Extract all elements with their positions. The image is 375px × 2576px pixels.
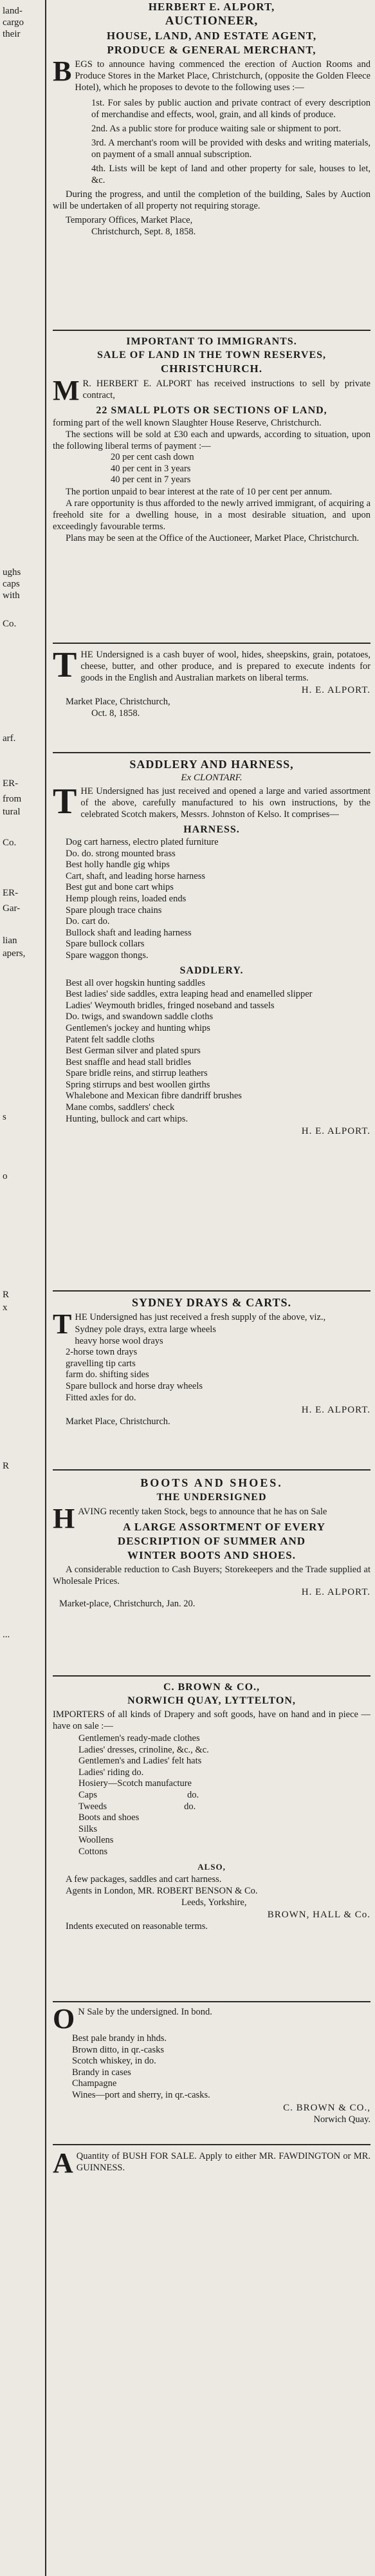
harness-item: Spare plough trace chains [66,905,162,916]
ad-subtitle: Ex CLONTARF. [181,773,242,783]
ad-place: Market Place, Christchurch. [66,1416,170,1427]
term-item: 40 per cent in 3 years [111,463,191,474]
drop-cap: T [53,782,77,822]
ad-title: SADDLERY AND HARNESS, [129,758,294,771]
saddlery-item: Best ladies' side saddles, extra leaping head and enamelled slipper [66,989,313,1000]
column-rule [53,2144,370,2145]
harness-item: Do. do. strong mounted brass [66,848,176,859]
ad-wool-buyer [53,645,370,719]
ad-plans: Plans may be seen at the Office of the Auctioneer, Market Place, Christchurch. [66,532,360,543]
goods-item: Ladies' riding do. [78,1767,144,1778]
harness-item: Bullock shaft and leading harness [66,927,192,938]
column-rule [53,1290,370,1292]
ad-bush [53,2147,370,2179]
bond-item: Brown ditto, in qr.-casks [72,2044,164,2055]
use-4: 4th. Lists will be kept of land and other property for sale, houses to let, &c. [91,164,370,185]
ad-body: A Quantity of BUSH FOR SALE. Apply to either MR. FAWDINGTON or MR. GUINNESS. [53,2147,370,2179]
saddlery-item: Best German silver and plated spurs [66,1046,201,1057]
term-item: 20 per cent cash down [111,452,194,462]
bond-item: Champagne [72,2078,117,2089]
margin-fragment: R [3,1461,10,1471]
ad-intro: T HE Undersigned has just received a fresh supply of the above, viz., [53,1308,326,1340]
ad-title: IMPORTANT TO IMMIGRANTS. [126,336,297,347]
goods-item: Cottons [78,1846,108,1857]
ad-bond [53,2003,370,2125]
ad-interest: The portion unpaid to bear interest at the rate of 10 per cent per annum. [66,486,333,497]
ad-title: SYDNEY DRAYS & CARTS. [131,1296,292,1309]
bond-item: Brandy in cases [72,2067,131,2078]
ad-boots [53,1476,370,1610]
goods-item: Silks [78,1823,98,1834]
ad-title: C. BROWN & CO., [163,1682,261,1693]
ad-subtitle-2: PRODUCE & GENERAL MERCHANT, [107,44,316,56]
ad-headline: 22 SMALL PLOTS OR SECTIONS OF LAND, [96,405,327,416]
saddlery-item: Ladies' Weymouth bridles, fringed noseband and tassels [66,1000,275,1011]
dray-item: Fitted axles for do. [66,1392,136,1403]
saddlery-heading: SADDLERY. [179,964,244,976]
goods-item: Woollens [78,1835,114,1846]
margin-fragment: arf. [3,733,16,744]
bond-item: Scotch whiskey, in do. [72,2056,156,2067]
margin-fragment: their [3,29,21,39]
margin-fragment: tural [3,807,21,817]
ad-immigrants [53,335,370,544]
ad-body: T HE Undersigned is a cash buyer of wool, hides, sheepskins, grain, potatoes, cheese, butter, and other produce, and is prepared to execute indents for goods in the English and Australian markets on liberal terms. [53,645,370,685]
margin-fragment: from [3,794,22,804]
goods-item: Ladies' dresses, crinoline, &c., &c. [78,1744,209,1755]
margin-fragment: ER- [3,778,19,789]
ad-address: NORWICH QUAY, LYTTELTON, [127,1695,296,1706]
ad-title: BOOTS AND SHOES. [140,1476,283,1489]
use-1: 1st. For sales by public auction and private contract of every description of merchandise and effects, wool, grain, and all kinds of produce. [91,98,370,120]
column-rule [53,643,370,644]
ad-leeds: Leeds, Yorkshire, [181,1897,247,1908]
margin-fragment: caps [3,579,20,589]
drop-cap: B [53,55,72,87]
harness-heading: HARNESS. [183,824,240,835]
column-rule [53,2001,370,2002]
ad-place: Market-place, Christchurch, Jan. 20. [59,1599,196,1609]
dray-item: heavy horse wool drays [75,1335,163,1346]
harness-item: Hemp plough reins, loaded ends [66,893,187,904]
ad-signature: H. E. ALPORT. [301,1405,370,1416]
ad-date: Oct. 8, 1858. [91,708,140,719]
drop-cap: H [53,1503,75,1534]
ad-name: HERBERT E. ALPORT, [148,1,275,13]
ad-intro: O N Sale by the undersigned. In bond. [53,2003,212,2035]
ad-subtitle: SALE OF LAND IN THE TOWN RESERVES, [96,350,327,361]
saddlery-list [53,978,370,1125]
saddlery-item: Patent felt saddle cloths [66,1034,155,1045]
ad-headline-2: DESCRIPTION OF SUMMER AND [117,1535,306,1547]
dray-item: gravelling tip carts [66,1358,136,1369]
ad-intro: H AVING recently taken Stock, begs to announce that he has on Sale [53,1503,327,1534]
drays-list [53,1324,370,1404]
margin-fragment: x [3,1302,8,1313]
dray-item: 2-horse town drays [66,1347,138,1358]
column-rule [53,1675,370,1677]
saddlery-item: Hunting, bullock and cart whips. [66,1113,188,1124]
ad-office: Temporary Offices, Market Place, [66,215,193,225]
harness-list [53,837,370,962]
saddlery-item: Spring stirrups and best woollen girths [66,1079,210,1090]
ad-subtitle: HOUSE, LAND, AND ESTATE AGENT, [106,30,317,42]
harness-item: Cart, shaft, and leading horse harness [66,870,206,881]
harness-item: Do. cart do. [66,916,110,927]
goods-item: Boots and shoes [78,1812,140,1823]
dray-item: Sydney pole drays, extra large wheels [75,1324,216,1335]
ad-indents: Indents executed on reasonable terms. [66,1921,208,1932]
saddlery-item: Whalebone and Mexican fibre dandriff brushes [66,1091,242,1102]
column-rule [53,1469,370,1471]
bond-list [53,2033,370,2101]
harness-item: Best holly handle gig whips [66,860,170,870]
ad-body: A considerable reduction to Cash Buyers; Storekeepers and the Trade supplied at Wholesale Prices. [53,1565,370,1586]
margin-fragment: lian [3,935,17,946]
margin-fragment: with [3,590,20,601]
harness-item: Spare bullock collars [66,939,145,950]
drop-cap: M [53,375,80,406]
ad-headline-3: WINTER BOOTS AND SHOES. [127,1549,296,1561]
harness-item: Spare waggon thongs. [66,950,149,961]
goods-item: Gentlemen's ready-made clothes [78,1733,200,1744]
margin-fragment: R [3,1290,10,1300]
margin-fragment: ER- [3,888,19,898]
bond-item: Best pale brandy in hhds. [72,2033,167,2044]
term-item: 40 per cent in 7 years [111,475,191,485]
goods-item: Hosiery—Scotch manufacture [78,1778,192,1789]
margin-fragment: Co. [3,838,17,848]
ad-terms-intro: The sections will be sold at £30 each and upwards, according to situation, upon the following liberal terms of payment :— [53,429,370,451]
saddlery-item: Best all over hogskin hunting saddles [66,977,206,988]
column-rule [53,752,370,753]
use-3: 3rd. A merchant's room will be provided with desks and writing materials, on payment of a small annual subscription. [91,138,370,160]
ad-title: AUCTIONEER, [165,14,259,28]
ad-brown-hall: BROWN, HALL & Co. [267,1909,370,1920]
ad-intro: T HE Undersigned has just received and opened a large and varied assortment of the above, carefully manufactured to his own instructions, by the celebrated Scotch makers, Messrs. Johnston of Kelso. It comprises— [53,782,370,822]
ad-also-body: A few packages, saddles and cart harness. [66,1874,222,1885]
margin-fragment: Gar- [3,903,21,914]
ad-saddlery [53,757,370,1137]
ad-dateline: Christchurch, Sept. 8, 1858. [91,227,196,237]
saddlery-item: Do. twigs, and swandown saddle cloths [66,1011,214,1022]
margin-fragment: o [3,1171,8,1181]
ad-opportunity: A rare opportunity is thus afforded to the newly arrived immigrant, of acquiring a freehold site for a dwelling house, in a most desirable situation, and upon exceedingly favourable terms. [53,498,370,532]
ad-place: Norwich Quay. [313,2114,370,2125]
margin-fragment: s [3,1112,6,1122]
ad-closing: During the progress, and until the completion of the building, Sales by Auction will be undertaken of all property not requiring storage. [53,189,370,211]
ad-subtitle: THE UNDERSIGNED [156,1492,267,1503]
goods-item: Caps do. [78,1789,199,1800]
drop-cap: A [53,2147,73,2179]
drop-cap: T [53,1308,72,1340]
ad-brown [53,1680,370,1932]
margin-fragment: cargo [3,17,24,28]
margin-fragment: Co. [3,619,17,629]
ad-headline-1: A LARGE ASSORTMENT OF EVERY [123,1521,326,1533]
ad-intro: B EGS to announce having commenced the erection of Auction Rooms and Produce Stores in the Market Place, Christchurch, (opposite the Golden Fleece Hotel), which he proposes to devote to the following uses :— [53,55,370,93]
bond-item: Wines—port and sherry, in qr.-casks. [72,2089,210,2100]
harness-item: Dog cart harness, electro plated furniture [66,837,219,847]
ad-body: forming part of the well known Slaughter House Reserve, Christchurch. [53,418,322,428]
ad-intro: M R. HERBERT E. ALPORT has received instructions to sell by private contract, [53,375,370,406]
column-rule [53,330,370,331]
harness-item: Best gut and bone cart whips [66,882,174,893]
terms-list [53,452,370,486]
margin-fragment: apers, [3,948,26,959]
advertisement-column [53,0,370,2576]
margin-fragment: ughs [3,567,21,578]
ad-place: CHRISTCHURCH. [161,362,262,375]
dray-item: farm do. shifting sides [66,1369,149,1380]
ad-signature: H. E. ALPORT. [301,685,370,695]
ad-agents: Agents in London, MR. ROBERT BENSON & Co. [66,1885,258,1896]
drop-cap: T [53,645,77,685]
margin-fragment: land- [3,6,23,16]
saddlery-item: Gentlemen's jockey and hunting whips [66,1022,210,1033]
ad-intro: IMPORTERS of all kinds of Drapery and soft goods, have on hand and in piece —have on sale :— [53,1709,370,1731]
ad-signature: H. E. ALPORT. [301,1126,370,1137]
goods-list [53,1733,370,1858]
ad-alport-auctioneer [53,0,370,238]
ad-signature: H. E. ALPORT. [301,1587,370,1597]
saddlery-item: Mane combs, saddlers' check [66,1102,175,1113]
margin-fragment: ... [3,1630,10,1640]
goods-item: Gentlemen's and Ladies' felt hats [78,1756,202,1767]
ad-signature: C. BROWN & CO., [283,2102,370,2113]
dray-item: Spare bullock and horse dray wheels [66,1380,203,1391]
saddlery-item: Best snaffle and head stall bridles [66,1057,192,1067]
ad-place: Market Place, Christchurch, [66,697,170,707]
saddlery-item: Spare bridle reins, and stirrup leathers [66,1068,208,1079]
ad-drays [53,1295,370,1427]
ad-also: ALSO, [197,1861,226,1872]
drop-cap: O [53,2003,75,2035]
use-2: 2nd. As a public store for produce waiting sale or shipment to port. [91,124,342,134]
left-margin-column [0,0,46,2576]
goods-item: Tweeds do. [78,1801,196,1812]
